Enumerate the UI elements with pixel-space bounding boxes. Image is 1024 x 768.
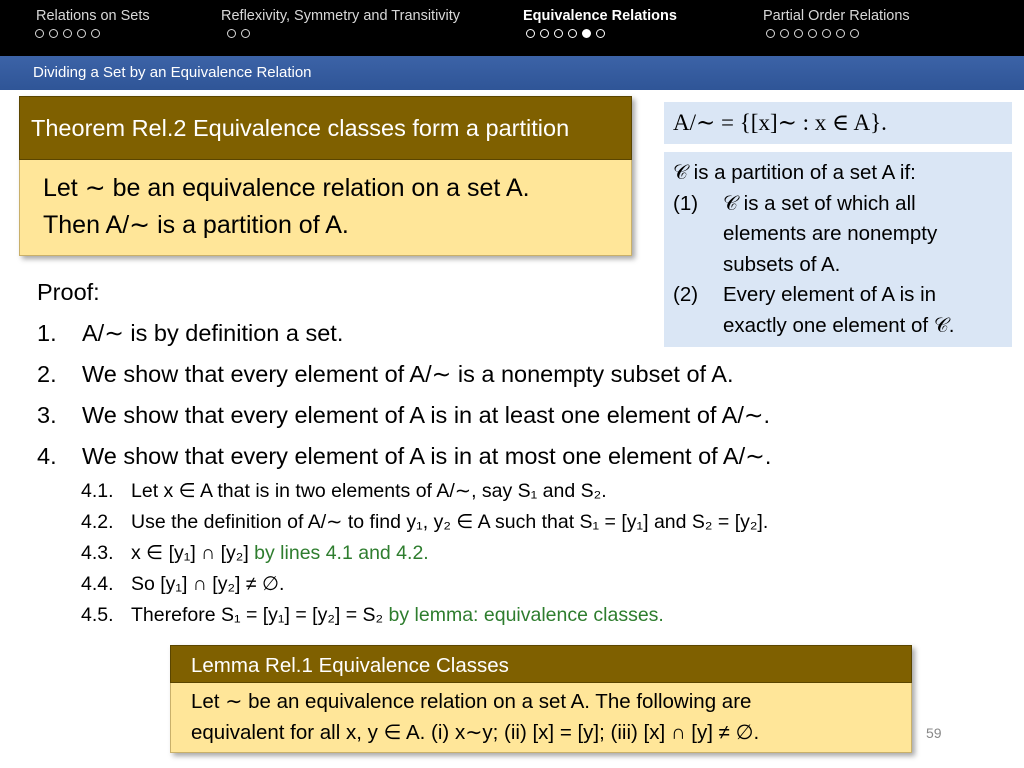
proof-substep-note: by lines 4.1 and 4.2. <box>254 542 429 564</box>
proof-substep <box>81 507 768 538</box>
proof-substep <box>81 476 768 507</box>
slide-dot-icon[interactable] <box>77 29 86 38</box>
theorem-line-2: Then A/∼ is a partition of A. <box>43 211 349 239</box>
proof-substep-number: 4.4. <box>81 573 114 595</box>
partition-condition-number: (2) <box>673 283 699 306</box>
proof-substep <box>81 569 768 600</box>
proof-step <box>37 395 771 436</box>
proof-substep-number: 4.5. <box>81 604 114 626</box>
slide-dot-icon[interactable] <box>540 29 549 38</box>
current-slide-dot-icon[interactable] <box>582 29 591 38</box>
proof-substep-text: Use the definition of A/∼ to find y₁, y₂ ∈ A such that S₁ = [y₁] and S₂ = [y₂]. <box>131 511 769 533</box>
nav-dots <box>766 29 864 41</box>
nav-section-title[interactable]: Equivalence Relations <box>523 8 677 24</box>
lemma-line-1: Let ∼ be an equivalence relation on a set A. The following are <box>191 690 752 713</box>
proof-step-text: We show that every element of A/∼ is a nonempty subset of A. <box>82 361 734 387</box>
partition-condition-text: Every element of A is in exactly one element of 𝒞. <box>723 283 955 337</box>
lemma-title: Lemma Rel.1 Equivalence Classes <box>170 645 912 683</box>
proof-substep-text: So [y₁] ∩ [y₂] ≠ ∅. <box>131 573 285 595</box>
proof-step-number: 2. <box>37 361 57 387</box>
nav-dots <box>526 29 610 41</box>
proof-step-text: We show that every element of A is in at most one element of A/∼. <box>82 443 772 469</box>
lemma-box <box>170 645 912 753</box>
partition-definition-intro: 𝒞 is a partition of a set A if: <box>673 161 916 184</box>
slide-dot-icon[interactable] <box>227 29 236 38</box>
slide-dot-icon[interactable] <box>91 29 100 38</box>
nav-section-title[interactable]: Reflexivity, Symmetry and Transitivity <box>221 8 461 24</box>
page-number: 59 <box>926 725 942 741</box>
slide-dot-icon[interactable] <box>766 29 775 38</box>
proof-step <box>37 313 771 354</box>
slide-dot-icon[interactable] <box>241 29 250 38</box>
slide-dot-icon[interactable] <box>794 29 803 38</box>
proof-label: Proof: <box>37 279 100 305</box>
partition-condition-text: 𝒞 is a set of which all elements are nonempty subsets of A. <box>723 191 938 276</box>
slide-dot-icon[interactable] <box>554 29 563 38</box>
nav-dots <box>227 29 255 41</box>
proof-step-text: A/∼ is by definition a set. <box>82 320 344 346</box>
proof-substep <box>81 538 768 569</box>
slide-dot-icon[interactable] <box>63 29 72 38</box>
proof-substep <box>81 600 768 631</box>
proof-substep-text: Therefore S₁ = [y₁] = [y₂] = S₂ <box>131 604 389 626</box>
quotient-set-formula: A/∼ = {[x]∼ : x ∈ A}. <box>673 110 887 135</box>
theorem-box <box>19 96 632 256</box>
nav-section-title[interactable]: Partial Order Relations <box>763 8 910 24</box>
slide-dot-icon[interactable] <box>836 29 845 38</box>
slide-dot-icon[interactable] <box>526 29 535 38</box>
theorem-line-1: Let ∼ be an equivalence relation on a set A. <box>43 174 530 202</box>
proof-step-number: 1. <box>37 320 57 346</box>
subsection-title: Dividing a Set by an Equivalence Relation <box>33 64 312 81</box>
proof-substep-text: Let x ∈ A that is in two elements of A/∼, say S₁ and S₂. <box>131 480 607 502</box>
partition-condition <box>673 189 1004 281</box>
proof-step <box>37 354 771 395</box>
theorem-title: Theorem Rel.2 Equivalence classes form a partition <box>19 96 632 160</box>
nav-dots <box>35 29 105 41</box>
proof-step <box>37 436 771 477</box>
proof-substep-number: 4.2. <box>81 511 114 533</box>
slide-dot-icon[interactable] <box>822 29 831 38</box>
partition-condition-number: (1) <box>673 191 699 215</box>
subsection-bar <box>0 56 1024 90</box>
slide-dot-icon[interactable] <box>780 29 789 38</box>
proof-substep-number: 4.1. <box>81 480 114 502</box>
lemma-body <box>170 683 912 753</box>
nav-section-title[interactable]: Relations on Sets <box>36 8 150 24</box>
proof-section <box>37 272 771 477</box>
theorem-body <box>19 160 632 256</box>
slide-dot-icon[interactable] <box>596 29 605 38</box>
slide-dot-icon[interactable] <box>35 29 44 38</box>
navigation-bar <box>0 0 1024 56</box>
proof-substep-text: x ∈ [y₁] ∩ [y₂] <box>131 542 255 564</box>
slide-dot-icon[interactable] <box>568 29 577 38</box>
proof-substeps <box>81 476 768 631</box>
slide-dot-icon[interactable] <box>49 29 58 38</box>
quotient-set-definition <box>664 102 1012 144</box>
proof-step-number: 3. <box>37 402 57 428</box>
slide-dot-icon[interactable] <box>850 29 859 38</box>
slide-dot-icon[interactable] <box>808 29 817 38</box>
proof-step-text: We show that every element of A is in at least one element of A/∼. <box>82 402 771 428</box>
proof-step-number: 4. <box>37 443 57 469</box>
proof-substep-note: by lemma: equivalence classes. <box>388 604 664 626</box>
lemma-line-2: equivalent for all x, y ∈ A. (i) x∼y; (ii) [x] = [y]; (iii) [x] ∩ [y] ≠ ∅. <box>191 721 760 744</box>
proof-substep-number: 4.3. <box>81 542 114 564</box>
